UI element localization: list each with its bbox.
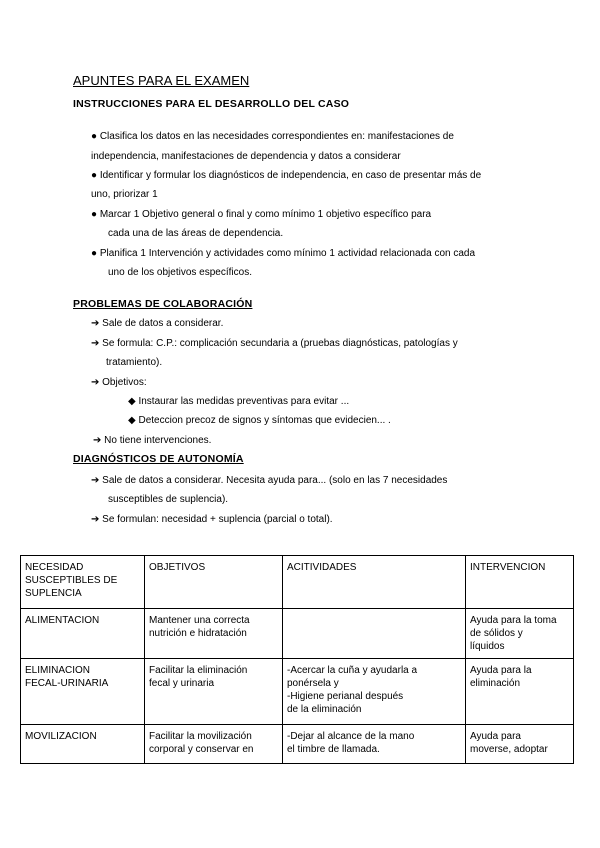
autonomy-line: ➔ Se formulan: necesidad + suplencia (parcial o total). [91,514,333,525]
collaboration-line: ➔ Objetivos: [91,377,147,388]
table-row [21,659,574,725]
instruction-line: uno, priorizar 1 [91,189,158,200]
table-cell: Ayuda para la eliminación [466,659,574,725]
instructions-heading: INSTRUCCIONES PARA EL DESARROLLO DEL CASO [73,98,350,110]
instruction-line: ● Planifica 1 Intervención y actividades como mínimo 1 actividad relacionada con cada [91,248,476,259]
table-cell: ELIMINACION FECAL-URINARIA [21,659,145,725]
collaboration-line: ➔ No tiene intervenciones. [93,435,212,446]
table-cell: Ayuda para la toma de sólidos y líquidos [466,609,574,659]
table-cell: MOVILIZACION [21,725,145,764]
instruction-line: cada una de las áreas de dependencia. [108,228,284,239]
table-header-cell: INTERVENCION [466,556,574,609]
collaboration-heading: PROBLEMAS DE COLABORACIÓN [73,298,253,310]
table-header-cell: NECESIDAD SUSCEPTIBLES DE SUPLENCIA [21,556,145,609]
table-header-cell: OBJETIVOS [145,556,283,609]
table-cell: Facilitar la eliminación fecal y urinaria [145,659,283,725]
page-title: APUNTES PARA EL EXAMEN [73,73,250,88]
table-header-cell: ACITIVIDADES [283,556,466,609]
table-row [21,725,574,764]
autonomy-heading: DIAGNÓSTICOS DE AUTONOMÍA [73,453,244,465]
autonomy-line: susceptibles de suplencia). [108,494,229,505]
collaboration-subline: ◆ Deteccion precoz de signos y síntomas que evidecien... . [128,415,391,426]
instruction-line: uno de los objetivos específicos. [108,267,252,278]
table-cell: -Acercar la cuña y ayudarla a ponérsela y -Higiene perianal después de la eliminación [283,659,466,725]
instruction-line: ● Marcar 1 Objetivo general o final y como mínimo 1 objetivo específico para [91,209,432,220]
table-cell: Facilitar la movilización corporal y conservar en [145,725,283,764]
autonomy-line: ➔ Sale de datos a considerar. Necesita ayuda para... (solo en las 7 necesidades [91,475,448,486]
table-cell [283,609,466,659]
table-cell: ALIMENTACION [21,609,145,659]
collaboration-line: tratamiento). [106,357,163,368]
table-cell: Mantener una correcta nutrición e hidratación [145,609,283,659]
instruction-line: independencia, manifestaciones de dependencia y datos a considerar [91,151,401,162]
collaboration-line: ➔ Se formula: C.P.: complicación secundaria a (pruebas diagnósticas, patologías y [91,338,458,349]
table-cell: -Dejar al alcance de la mano el timbre de llamada. [283,725,466,764]
instruction-line: ● Clasifica los datos en las necesidades correspondientes en: manifestaciones de [91,131,454,142]
table-header-row [21,556,574,609]
table-row [21,609,574,659]
table-cell: Ayuda para moverse, adoptar [466,725,574,764]
collaboration-line: ➔ Sale de datos a considerar. [91,318,224,329]
care-table [20,555,574,764]
collaboration-subline: ◆ Instaurar las medidas preventivas para evitar ... [128,396,350,407]
instruction-line: ● Identificar y formular los diagnósticos de independencia, en caso de presentar más de [91,170,482,181]
